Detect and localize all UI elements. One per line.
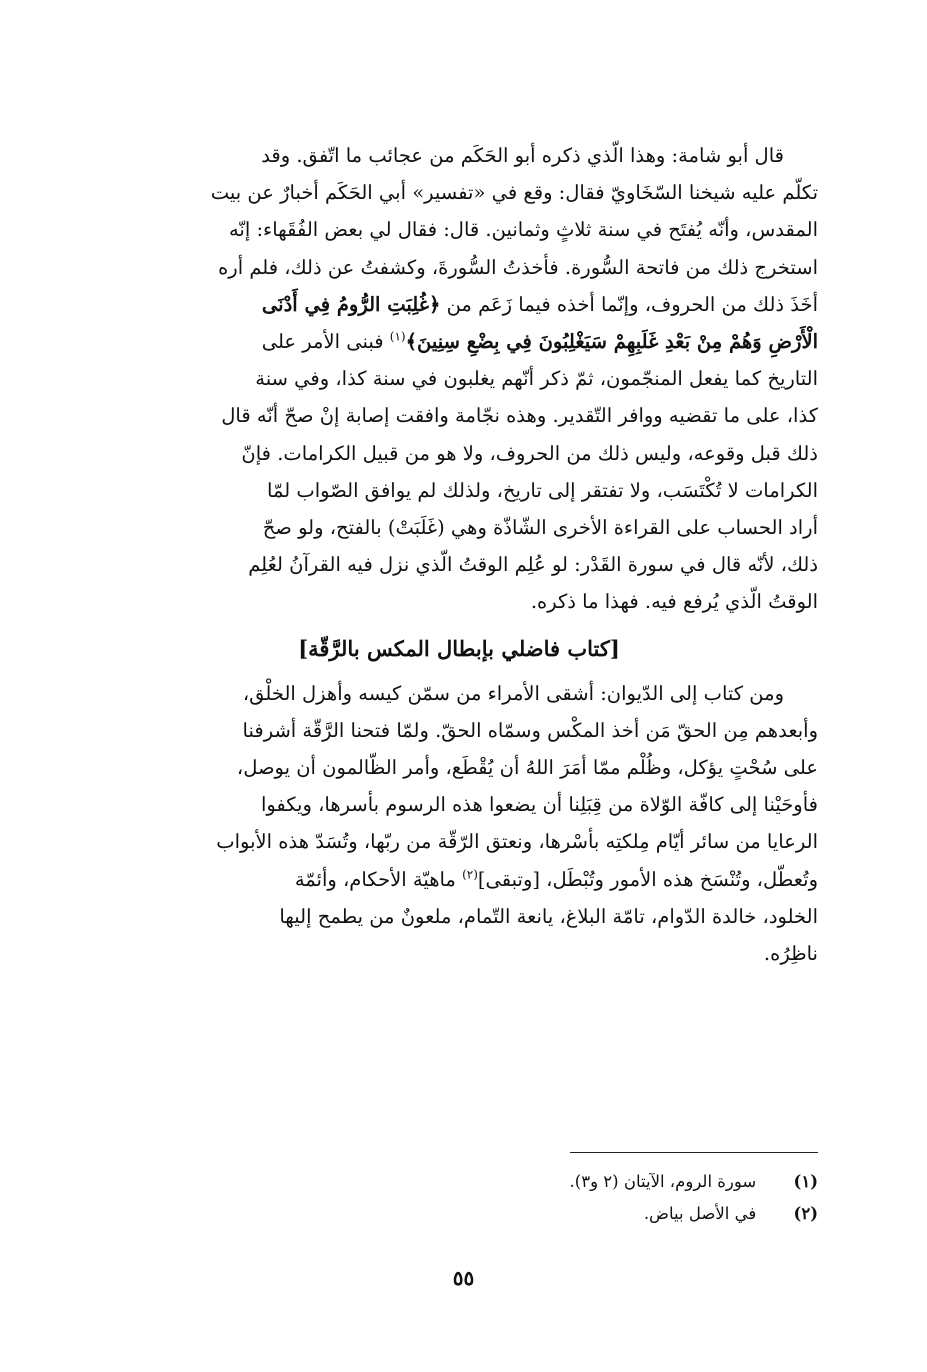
text-line: استخرج ذلك من فاتحة السُّورة. فأخذتُ السُّورةَ، وكشفتُ عن ذلك، فلم أره — [218, 255, 818, 279]
text-fragment: فبنى الأمر على — [261, 330, 384, 354]
text-line — [100, 286, 818, 323]
footnote-separator — [570, 1152, 818, 1153]
footnote-number: (١) — [793, 1172, 818, 1191]
footnote-text: في الأصل بياض. — [643, 1204, 757, 1223]
text-line: الوقتُ الّذي يُرفع فيه. فهذا ما ذكره. — [530, 590, 818, 614]
quran-verse: ﴿غُلِبَتِ الرُّومُ فِي أَدْنَى — [261, 292, 441, 316]
text-line: التاريخ كما يفعل المنجّمون، ثمّ ذكر أنّهم يغلبون في سنة كذا، وفي سنة — [255, 367, 818, 391]
footnote-ref-2: (٢) — [462, 867, 478, 882]
text-line: أراد الحساب على القراءة الأخرى الشّاذّة وهي (غَلَبَتْ) بالفتح، ولو صحّ — [262, 516, 818, 540]
text-line: ومن كتاب إلى الدّيوان: أشقى الأمراء من سمّن كيسه وأهزل الخلْق، — [242, 681, 784, 705]
section-heading: [كتاب فاضلي بإبطال المكس بالرَّقّة] — [298, 635, 620, 661]
text-line: كذا، على ما تقضيه ووافر التّقدير. وهذه نجّامة وافقت إصابة إنْ صحّ أنّه قال — [221, 404, 818, 428]
footnote-2 — [100, 1198, 818, 1230]
text-fragment: وتُعطّل، وتُنْسَخ هذه الأمور وتُبْطَل، [وتبقى] — [477, 867, 818, 891]
footnote-ref-1: (١) — [389, 329, 406, 344]
text-line — [100, 861, 818, 898]
text-line: الخلود، خالدة الدّوام، تامّة البلاغ، يانعة التّمام، ملعونٌ من يطمح إليها — [279, 904, 818, 928]
paragraph-1 — [100, 137, 818, 621]
text-line: المقدس، وأنّه يُفتَح في سنة ثلاثٍ وثمانين. قال: فقال لي بعض الفُقَهاء: إنّه — [228, 218, 818, 242]
quran-verse: الْأَرْضِ وَهُمْ مِنْ بَعْدِ غَلَبِهِمْ سَيَغْلِبُونَ فِي بِضْعِ سِنِينَ﴾ — [405, 330, 818, 354]
text-line: على سُحْتٍ يؤكل، وظُلْم ممّا أمَرَ اللهُ أن يُقْطَع، وأمر الظّالمون أن يوصل، — [236, 756, 818, 780]
page-number: ٥٥ — [452, 1266, 475, 1290]
text-line: الرعايا من سائر أيّام مِلكتِه بأسْرها، ونعتق الرّقّة من ربّها، وتُسَدّ هذه الأبواب — [216, 830, 818, 854]
text-line: ذلك قبل وقوعه، وليس ذلك من الحروف، ولا هو من قبيل الكرامات. فإنّ — [241, 441, 818, 465]
text-line: تكلّم عليه شيخنا السّخَاويّ فقال: وقع في «تفسير» أبي الحَكَم أخبارٌ عن بيت — [210, 181, 818, 205]
footnotes — [100, 1166, 818, 1230]
text-fragment: ماهيّة الأحكام، وأئمّة — [294, 867, 456, 891]
footnote-text: سورة الروم، الآيتان (٢ و٣). — [569, 1172, 757, 1191]
text-fragment: أخَذَ ذلك من الحروف، وإنّما أخذه فيما زَعَم من — [446, 292, 818, 316]
text-line: قال أبو شامة: وهذا الّذي ذكره أبو الحَكَم من عجائب ما اتّفق. وقد — [261, 144, 784, 167]
page-body — [100, 137, 818, 972]
text-line: فأوحَيْنا إلى كافّة الوّلاة من قِبَلِنا أن يضعوا هذه الرسوم بأسرها، ويكفوا — [260, 793, 818, 817]
text-line: ذلك، لأنّه قال في سورة القَدْر: لو عُلِم الوقتُ الّذي نزل فيه القرآنُ لعُلِم — [248, 553, 818, 577]
text-line: ناظِرُه. — [763, 942, 818, 966]
footnote-number: (٢) — [793, 1204, 818, 1223]
text-line — [100, 323, 818, 360]
text-line: وأبعدهم مِن الحقّ مَن أخذ المكْس وسمّاه الحقّ. ولمّا فتحنا الرَّقّة أشرفنا — [242, 718, 818, 742]
paragraph-2 — [100, 675, 818, 973]
footnote-1 — [100, 1166, 818, 1198]
text-line: الكرامات لا تُكْتَسَب، ولا تفتقر إلى تاريخ، ولذلك لم يوافق الصّواب لمّا — [267, 478, 818, 502]
